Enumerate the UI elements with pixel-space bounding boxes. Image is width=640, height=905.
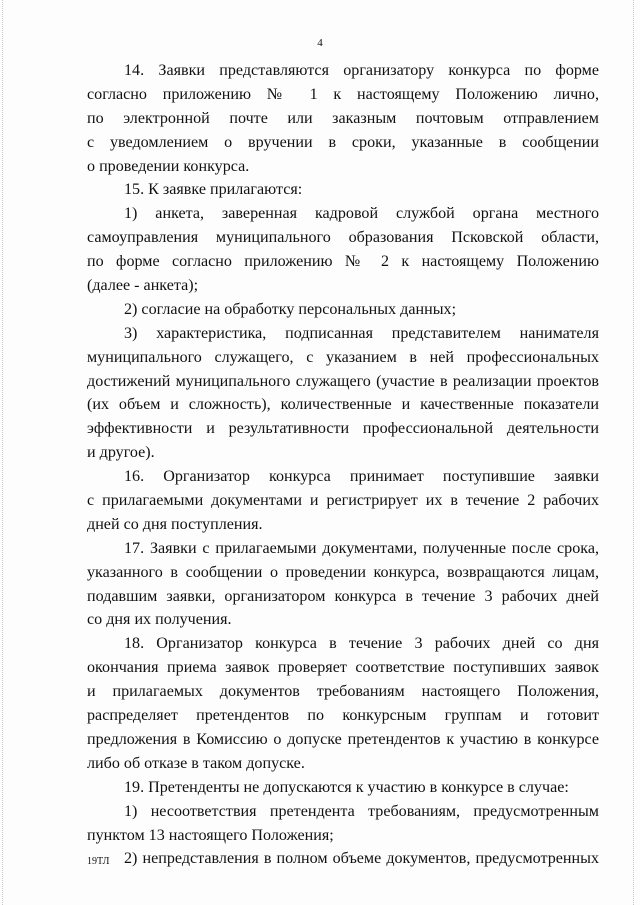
- text-line: (их объем и сложность), количественные и качественные показатели: [87, 396, 599, 414]
- text-line: 18. Организатор конкурса в течение 3 рабочих дней со дня: [124, 635, 599, 653]
- text-line: распределяет претендентов по конкурсным группам и готовит: [87, 707, 599, 725]
- text-line: указанного в сообщении о проведении конкурса, возвращаются лицам,: [87, 563, 599, 581]
- text-line: с прилагаемыми документами и регистрирует их в течение 2 рабочих: [87, 492, 599, 510]
- document-body: [87, 59, 599, 871]
- page-number: 4: [317, 37, 323, 49]
- text-line: с уведомлением о вручении в сроки, указанные в сообщении: [87, 133, 599, 151]
- text-line: 19. Претенденты не допускаются к участию в конкурсе в случае:: [124, 778, 569, 796]
- text-line: согласно приложению № 1 к настоящему Положению лично,: [87, 85, 599, 103]
- text-line: со дня их получения.: [87, 611, 232, 629]
- text-line: пунктом 13 настоящего Положения;: [87, 826, 334, 844]
- text-line: о проведении конкурса.: [87, 157, 250, 175]
- text-line: 1) анкета, заверенная кадровой службой органа местного: [124, 205, 599, 223]
- text-line: самоуправления муниципального образования Псковской области,: [87, 229, 599, 247]
- text-line: дней со дня поступления.: [87, 515, 263, 533]
- text-line: окончания приема заявок проверяет соответствие поступивших заявок: [87, 659, 599, 677]
- footer-code: 19ТЛ: [87, 856, 110, 867]
- text-line: либо об отказе в таком допуске.: [87, 754, 305, 772]
- text-line: 15. К заявке прилагаются:: [124, 181, 303, 199]
- text-line: 3) характеристика, подписанная представителем нанимателя: [124, 324, 599, 342]
- text-line: (далее - анкета);: [87, 277, 199, 295]
- scan-edge-right: [633, 0, 634, 905]
- text-line: 1) несоответствия претендента требованиям, предусмотренным: [124, 802, 599, 820]
- text-line: по электронной почте или заказным почтовым отправлением: [87, 109, 599, 127]
- text-line: 2) согласие на обработку персональных данных;: [124, 300, 457, 318]
- text-line: достижений муниципального служащего (участие в реализации проектов: [87, 372, 599, 390]
- text-line: 2) непредставления в полном объеме документов, предусмотренных: [124, 850, 599, 868]
- text-line: и прилагаемых документов требованиям настоящего Положения,: [87, 683, 599, 701]
- scan-edge-left: [2, 0, 3, 905]
- text-line: по форме согласно приложению № 2 к настоящему Положению: [87, 253, 599, 271]
- text-line: 14. Заявки представляются организатору конкурса по форме: [124, 62, 599, 79]
- text-line: предложения в Комиссию о допуске претендентов к участию в конкурсе: [87, 730, 599, 748]
- text-line: 16. Организатор конкурса принимает поступившие заявки: [124, 468, 599, 486]
- text-line: 17. Заявки с прилагаемыми документами, полученные после срока,: [124, 539, 599, 557]
- text-line: и другое).: [87, 444, 155, 462]
- text-line: подавшим заявки, организатором конкурса в течение 3 рабочих дней: [87, 587, 599, 605]
- text-line: эффективности и результативности профессиональной деятельности: [87, 420, 599, 438]
- text-line: муниципального служащего, с указанием в ней профессиональных: [87, 348, 599, 366]
